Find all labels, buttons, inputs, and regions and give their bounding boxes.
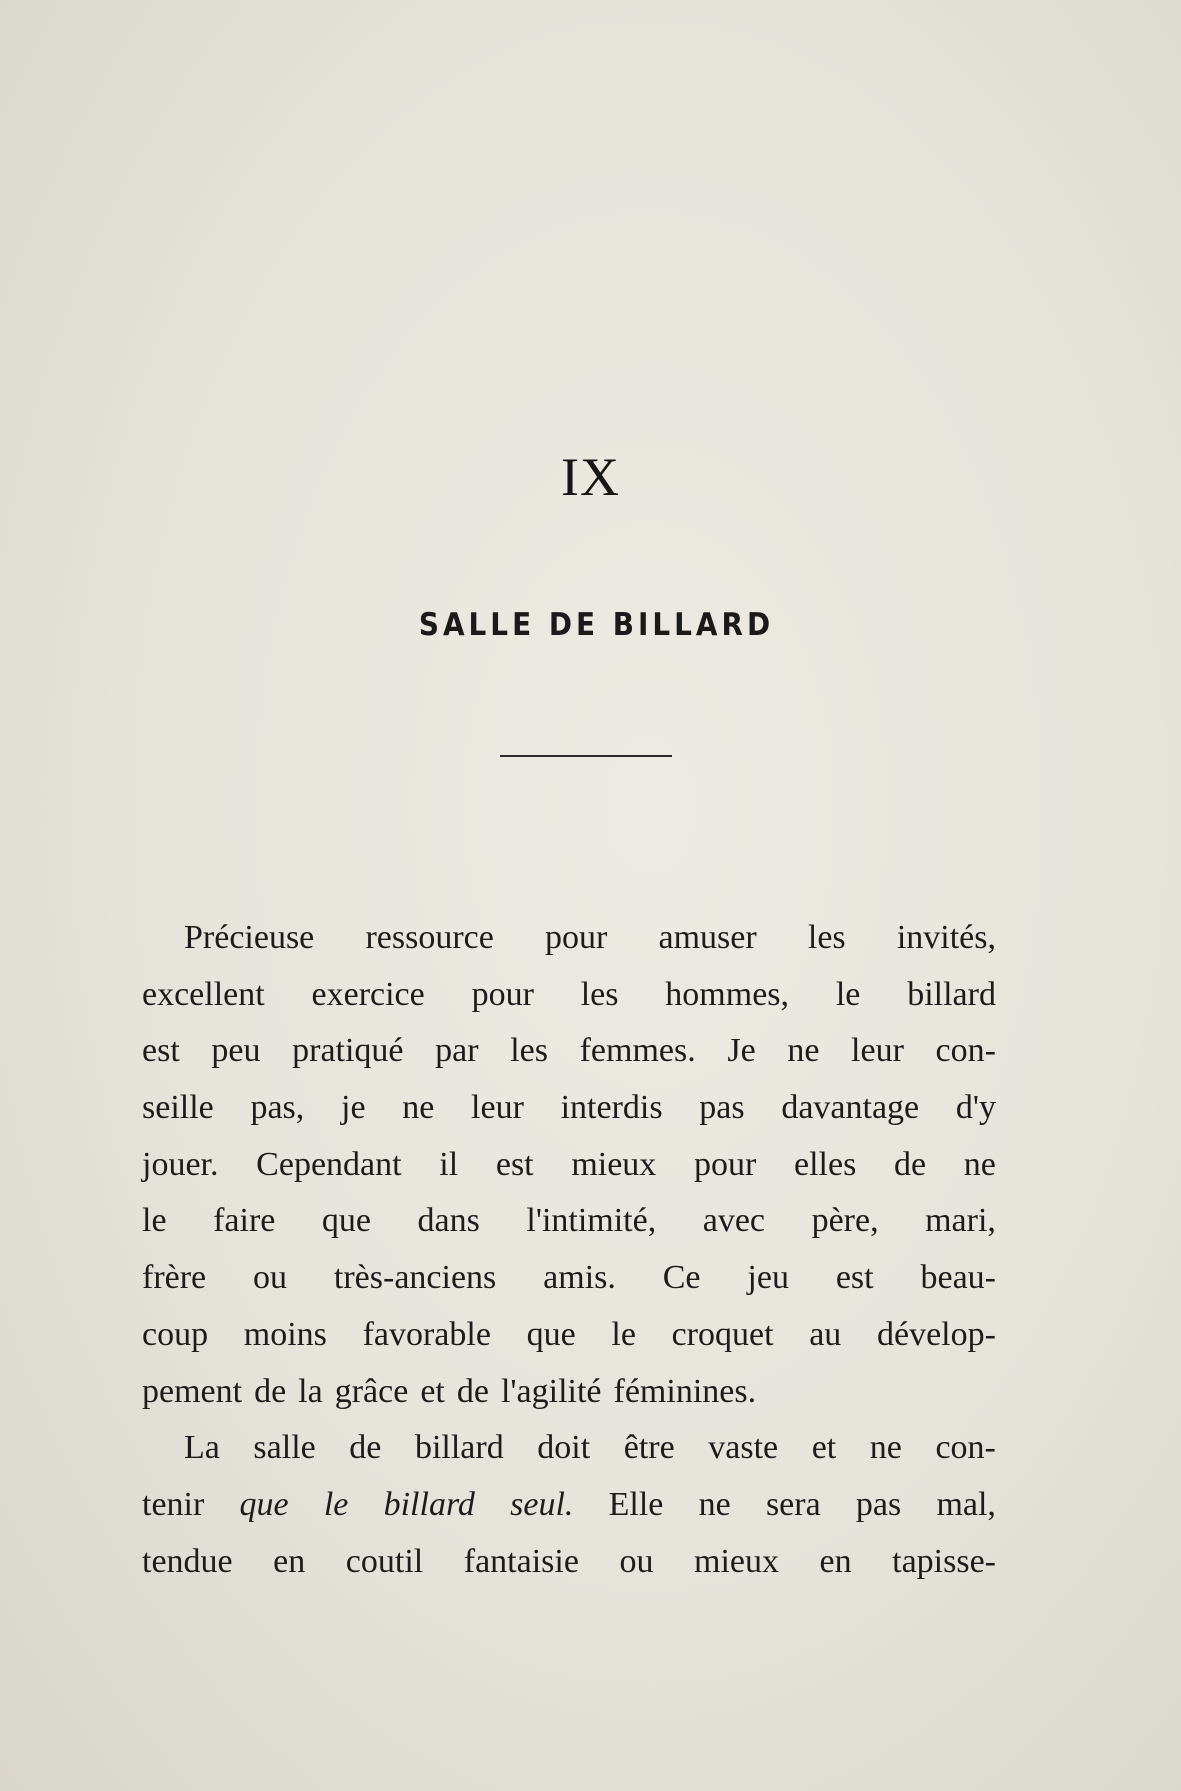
word: Cependant <box>256 1145 402 1183</box>
word: le <box>323 1485 349 1523</box>
word: tendue <box>142 1542 233 1580</box>
word: pratiqué <box>292 1032 404 1070</box>
word: invités, <box>896 919 996 956</box>
word: billard <box>907 975 996 1013</box>
text-line <box>142 1193 996 1250</box>
word: au <box>809 1315 842 1353</box>
word: les <box>807 919 846 956</box>
word: faire <box>213 1202 276 1240</box>
word: vaste <box>708 1429 779 1467</box>
text-line <box>142 967 996 1024</box>
word: frère <box>142 1259 207 1297</box>
word: doit <box>537 1429 591 1467</box>
word: Elle <box>608 1485 664 1523</box>
word: interdis <box>560 1089 663 1127</box>
word: Précieuse <box>184 919 315 956</box>
word: le <box>142 1202 167 1240</box>
word: mal, <box>936 1485 996 1523</box>
word: l'intimité, <box>526 1202 657 1240</box>
word: que <box>526 1315 576 1353</box>
word: exercice <box>311 975 425 1013</box>
word: peu <box>211 1032 261 1070</box>
word: ne <box>963 1145 996 1183</box>
word: tenir <box>142 1485 205 1523</box>
word: amis. <box>543 1259 616 1297</box>
word: de <box>894 1145 927 1183</box>
word: mari, <box>925 1202 996 1240</box>
word: pour <box>694 1145 757 1183</box>
word: il <box>439 1145 459 1183</box>
word: le <box>611 1315 636 1353</box>
word: moins <box>243 1315 327 1353</box>
text-line <box>142 910 996 967</box>
word: ou <box>619 1542 654 1580</box>
word: est <box>835 1259 874 1297</box>
word: dévelop- <box>876 1315 996 1353</box>
word: la <box>298 1372 323 1410</box>
word: que <box>321 1202 371 1240</box>
text-line <box>142 1307 996 1364</box>
word: grâce <box>334 1372 409 1410</box>
word: dans <box>417 1202 480 1240</box>
word: les <box>510 1032 548 1070</box>
text-line <box>142 1534 996 1591</box>
body-text <box>142 910 996 1590</box>
word: seille <box>142 1089 214 1127</box>
word: et <box>420 1372 445 1410</box>
word: avec <box>702 1202 766 1240</box>
word: ne <box>698 1485 731 1523</box>
word: de <box>349 1429 382 1467</box>
word: croquet <box>671 1315 774 1353</box>
word: leur <box>851 1032 904 1070</box>
word: elles <box>794 1145 857 1183</box>
word: ne <box>787 1032 820 1070</box>
text-line <box>142 1137 996 1194</box>
word: con- <box>935 1032 996 1070</box>
chapter-title: SALLE DE BILLARD <box>418 607 775 643</box>
word: ne <box>402 1089 435 1127</box>
word: femmes. <box>579 1032 696 1070</box>
text-line <box>142 1023 996 1080</box>
word: très-anciens <box>333 1259 497 1297</box>
word: de <box>254 1372 287 1410</box>
word: d'y <box>955 1089 996 1127</box>
title-rule <box>500 755 672 757</box>
word: féminines. <box>613 1372 757 1410</box>
word: hommes, <box>665 975 790 1013</box>
word: pas <box>855 1485 902 1523</box>
word: est <box>495 1145 534 1183</box>
word: jeu <box>747 1259 789 1297</box>
word: leur <box>471 1089 524 1127</box>
text-line <box>142 1250 996 1307</box>
word: tapisse- <box>892 1542 996 1580</box>
word: par <box>435 1032 479 1070</box>
word: les <box>580 975 619 1013</box>
word: excellent <box>142 975 265 1013</box>
word: con- <box>935 1429 996 1467</box>
word: ou <box>253 1259 288 1297</box>
word: jouer. <box>142 1145 219 1183</box>
text-line <box>142 1420 996 1477</box>
word: en <box>819 1542 852 1580</box>
word: être <box>623 1429 675 1467</box>
word: pas <box>699 1089 745 1127</box>
word: est <box>142 1032 180 1070</box>
word: l'agilité <box>500 1372 602 1410</box>
word: favorable <box>362 1315 491 1353</box>
word: amuser <box>658 919 757 956</box>
word: et <box>811 1429 837 1467</box>
text-line <box>142 1477 996 1534</box>
word: Je <box>727 1032 756 1070</box>
word: je <box>341 1089 366 1127</box>
word: en <box>273 1542 306 1580</box>
word: pour <box>545 919 608 956</box>
word: père, <box>811 1202 879 1240</box>
word: sera <box>765 1485 821 1523</box>
text-line <box>142 1080 996 1137</box>
word: mieux <box>571 1145 657 1183</box>
word: ne <box>869 1429 902 1467</box>
word: ressource <box>365 919 494 956</box>
word: davantage <box>781 1089 920 1127</box>
word: pour <box>471 975 534 1013</box>
word: coutil <box>345 1542 424 1580</box>
word: Ce <box>662 1259 701 1297</box>
paragraph-1 <box>142 910 996 1420</box>
word: fantaisie <box>463 1542 579 1580</box>
word: mieux <box>694 1542 779 1580</box>
paragraph-2 <box>142 1420 996 1590</box>
word: La <box>184 1429 220 1467</box>
word: que <box>239 1485 289 1523</box>
word: pement <box>142 1372 243 1410</box>
word: billard <box>414 1429 504 1467</box>
chapter-number: IX <box>561 447 620 507</box>
word: le <box>835 975 861 1013</box>
word: coup <box>142 1315 209 1353</box>
word: pas, <box>250 1089 305 1127</box>
word: beau- <box>920 1259 996 1297</box>
text-line <box>142 1364 996 1421</box>
word: salle <box>253 1429 316 1467</box>
word: billard <box>383 1485 475 1523</box>
word: de <box>456 1372 489 1410</box>
word: seul. <box>510 1485 574 1523</box>
